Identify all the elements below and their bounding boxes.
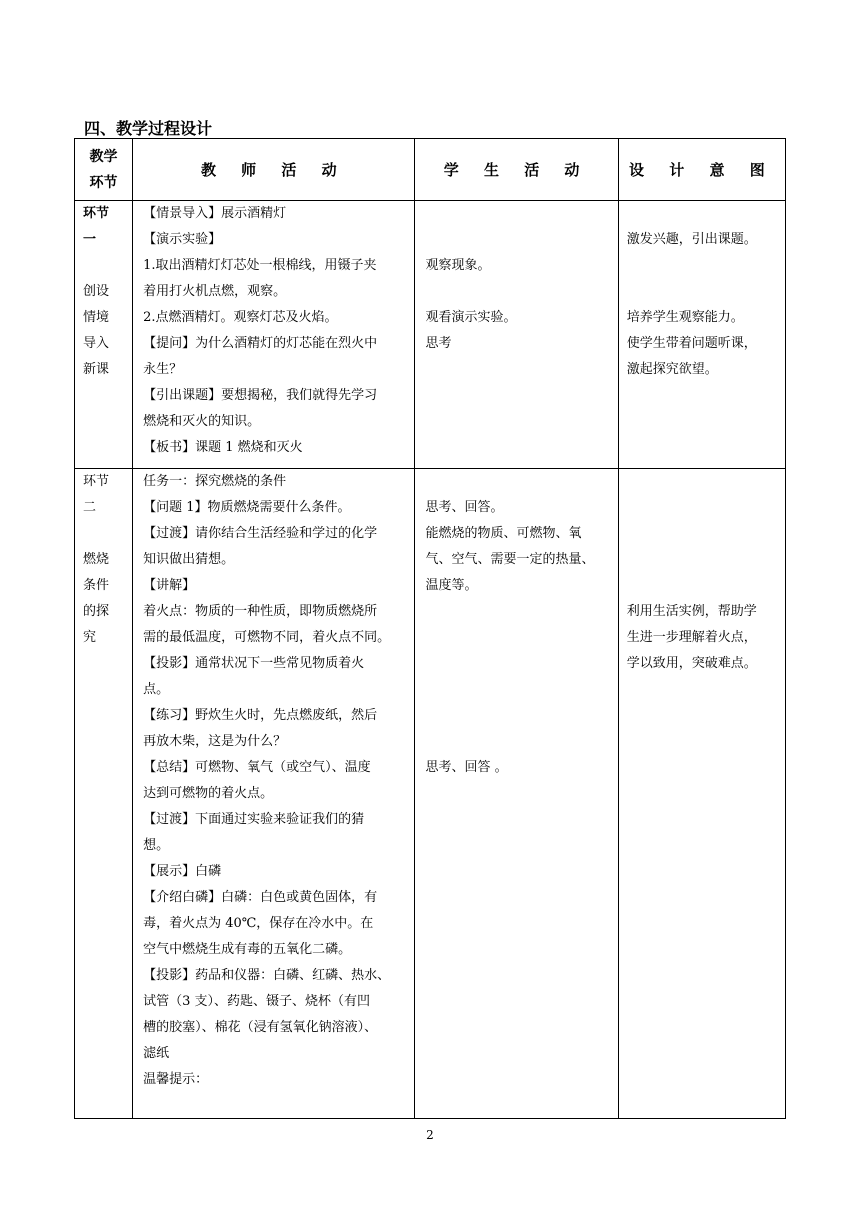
cell-line: 【展示】白磷 bbox=[143, 864, 222, 879]
cell-line: 燃烧和灭火的知识。 bbox=[143, 414, 261, 429]
cell-line: 【投影】通常状况下一些常见物质着火 bbox=[143, 656, 365, 671]
cell-line: 情境 bbox=[83, 310, 110, 325]
cell-line bbox=[415, 703, 617, 729]
cell-line: 观察现象。 bbox=[425, 258, 491, 273]
teacher-activity-cell bbox=[133, 469, 415, 1119]
design-intent-cell bbox=[618, 201, 785, 469]
table-header-row bbox=[75, 139, 786, 201]
cell-line bbox=[619, 469, 785, 495]
cell-line: 【问题 1】物质燃烧需要什么条件。 bbox=[143, 500, 351, 515]
cell-line: 激发兴趣，引出课题。 bbox=[626, 232, 757, 247]
cell-line: 温馨提示： bbox=[143, 1072, 209, 1087]
cell-line: 【讲解】 bbox=[143, 578, 196, 593]
table-row bbox=[75, 201, 786, 469]
cell-line bbox=[75, 253, 132, 279]
cell-line bbox=[619, 495, 785, 521]
section-heading: 四、教学过程设计 bbox=[84, 119, 213, 138]
cell-line: 思考、回答 。 bbox=[425, 760, 508, 775]
cell-line bbox=[415, 599, 617, 625]
cell-line: 点。 bbox=[143, 682, 170, 697]
cell-line bbox=[619, 279, 785, 305]
cell-line: 永生？ bbox=[143, 362, 183, 377]
cell-line bbox=[75, 521, 132, 547]
table-row bbox=[75, 469, 786, 1119]
cell-line bbox=[415, 469, 617, 495]
cell-line: 使学生带着问题听课， bbox=[626, 336, 757, 351]
cell-line: 利用生活实例，帮助学 bbox=[626, 604, 757, 619]
design-intent-cell bbox=[618, 469, 785, 1119]
cell-line: 【投影】药品和仪器：白磷、红磷、热水、 bbox=[143, 968, 391, 983]
cell-line: 2.点燃酒精灯。观察灯芯及火焰。 bbox=[143, 310, 338, 325]
cell-line: 空气中燃烧生成有毒的五氧化二磷。 bbox=[143, 942, 352, 957]
cell-line: 着火点：物质的一种性质，即物质燃烧所 bbox=[143, 604, 378, 619]
cell-line: 【板书】课题 1 燃烧和灭火 bbox=[143, 440, 303, 455]
header-stage-line: 环节 bbox=[89, 174, 118, 191]
cell-line: 槽的胶塞）、棉花（浸有氢氧化钠溶液）、 bbox=[143, 1020, 378, 1035]
cell-line bbox=[619, 201, 785, 227]
cell-line: 环节 bbox=[83, 206, 110, 221]
cell-line: 试管（3 支）、药匙、镊子、烧杯（有凹 bbox=[143, 994, 370, 1009]
student-activity-cell bbox=[415, 201, 618, 469]
cell-line: 滤纸 bbox=[143, 1046, 170, 1061]
header-stage-line: 教学 bbox=[89, 148, 118, 165]
cell-line: 着用打火机点燃，观察。 bbox=[143, 284, 287, 299]
header-stage bbox=[75, 139, 133, 201]
cell-line: 思考 bbox=[425, 336, 452, 351]
cell-line: 气、空气、需要一定的热量、 bbox=[425, 552, 595, 567]
cell-line: 导入 bbox=[83, 336, 110, 351]
cell-line bbox=[415, 729, 617, 755]
cell-line: 再放木柴，这是为什么？ bbox=[143, 734, 287, 749]
cell-line: 知识做出猜想。 bbox=[143, 552, 235, 567]
cell-line: 激起探究欲望。 bbox=[626, 362, 718, 377]
cell-line: 新课 bbox=[83, 362, 110, 377]
cell-line bbox=[619, 253, 785, 279]
stage-cell bbox=[75, 201, 133, 469]
header-student-activity: 学 生 活 动 bbox=[415, 139, 618, 201]
cell-line: 环节 bbox=[83, 474, 110, 489]
teacher-activity-cell bbox=[133, 201, 415, 469]
cell-line bbox=[415, 677, 617, 703]
stage-cell bbox=[75, 469, 133, 1119]
cell-line: 二 bbox=[83, 500, 97, 515]
cell-line: 【情景导入】展示酒精灯 bbox=[143, 206, 287, 221]
header-teacher-activity: 教 师 活 动 bbox=[133, 139, 415, 201]
cell-line: 【总结】可燃物、氧气（或空气）、温度 bbox=[143, 760, 371, 775]
cell-line: 学以致用，突破难点。 bbox=[626, 656, 757, 671]
cell-line: 能燃烧的物质、可燃物、氧 bbox=[425, 526, 582, 541]
cell-line: 思考、回答。 bbox=[425, 500, 504, 515]
cell-line bbox=[619, 547, 785, 573]
cell-line: 【过渡】下面通过实验来验证我们的猜 bbox=[143, 812, 365, 827]
cell-line: 培养学生观察能力。 bbox=[626, 310, 744, 325]
cell-line: 条件 bbox=[83, 578, 110, 593]
student-activity-cell bbox=[415, 469, 618, 1119]
cell-line bbox=[415, 651, 617, 677]
cell-line: 创设 bbox=[83, 284, 110, 299]
cell-line: 燃烧 bbox=[83, 552, 110, 567]
cell-line: 【演示实验】 bbox=[143, 232, 222, 247]
cell-line: 观看演示实验。 bbox=[425, 310, 517, 325]
cell-line: 【练习】野炊生火时，先点燃废纸，然后 bbox=[143, 708, 378, 723]
cell-line: 1.取出酒精灯灯芯处一根棉线，用镊子夹 bbox=[143, 258, 377, 273]
cell-line: 毒，着火点为 40℃，保存在冷水中。在 bbox=[143, 916, 374, 931]
teaching-process-table bbox=[74, 138, 786, 1119]
cell-line: 的探 bbox=[83, 604, 110, 619]
cell-line: 生进一步理解着火点， bbox=[626, 630, 757, 645]
header-design-intent: 设 计 意 图 bbox=[618, 139, 785, 201]
cell-line: 任务一：探究燃烧的条件 bbox=[143, 474, 287, 489]
cell-line: 需的最低温度，可燃物不同，着火点不同。 bbox=[143, 630, 391, 645]
cell-line: 温度等。 bbox=[425, 578, 478, 593]
cell-line: 达到可燃物的着火点。 bbox=[143, 786, 274, 801]
cell-line: 【引出课题】要想揭秘，我们就得先学习 bbox=[143, 388, 378, 403]
cell-line: 想。 bbox=[143, 838, 170, 853]
cell-line: 究 bbox=[83, 630, 97, 645]
cell-line: 【介绍白磷】白磷：白色或黄色固体，有 bbox=[143, 890, 378, 905]
cell-line bbox=[415, 279, 617, 305]
cell-line: 【提问】为什么酒精灯的灯芯能在烈火中 bbox=[143, 336, 378, 351]
cell-line bbox=[415, 625, 617, 651]
cell-line bbox=[415, 227, 617, 253]
page-number: 2 bbox=[426, 1128, 434, 1142]
cell-line bbox=[619, 521, 785, 547]
cell-line bbox=[415, 201, 617, 227]
cell-line: 一 bbox=[83, 232, 97, 247]
cell-line bbox=[619, 573, 785, 599]
cell-line: 【过渡】请你结合生活经验和学过的化学 bbox=[143, 526, 378, 541]
